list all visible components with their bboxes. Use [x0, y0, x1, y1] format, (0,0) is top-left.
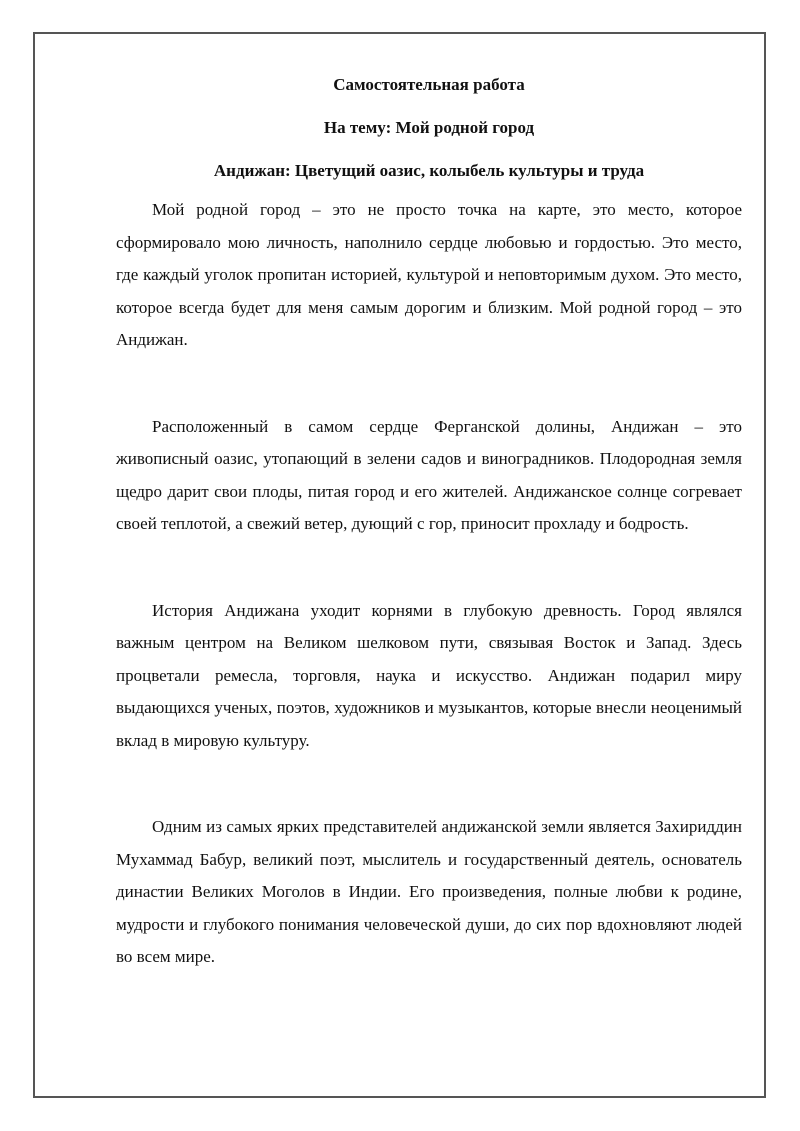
- paragraph-4: Одним из самых ярких представителей андижанской земли является Захириддин Мухаммад Бабур, великий поэт, мыслитель и государственный деятель, основатель династии Великих Моголов в Индии. Его произведения, полные любви к родине, мудрости и глубокого понимания человеческой души, до сих пор вдохновляют людей во всем мире.: [116, 817, 742, 966]
- paragraph-2: Расположенный в самом сердце Ферганской долины, Андижан – это живописный оазис, утопающий в зелени садов и виноградников. Плодородная земля щедро дарит свои плоды, питая город и его жителей. Андижанское солнце согревает своей теплотой, а свежий ветер, дующий с гор, приносит прохладу и бодрость.: [116, 416, 742, 533]
- document-body: [116, 72, 742, 974]
- document-subtitle: Андижан: Цветущий оазис, колыбель культуры и труда: [213, 161, 645, 180]
- document-topic: На тему: Мой родной город: [323, 118, 535, 137]
- document-title: Самостоятельная работа: [333, 75, 525, 94]
- paragraph-1: Мой родной город – это не просто точка на карте, это место, которое сформировало мою личность, наполнило сердце любовью и гордостью. Это место, где каждый уголок пропитан историей, культурой и неповторимым духом. Это место, которое всегда будет для меня самым дорогим и близким. Мой родной город – это Андижан.: [116, 200, 742, 349]
- paragraph-3: История Андижана уходит корнями в глубокую древность. Город являлся важным центром на Великом шелковом пути, связывая Восток и Запад. Здесь процветали ремесла, торговля, наука и искусство. Андижан подарил миру выдающихся ученых, поэтов, художников и музыкантов, которые внесли неоценимый вклад в мировую культуру.: [116, 600, 742, 750]
